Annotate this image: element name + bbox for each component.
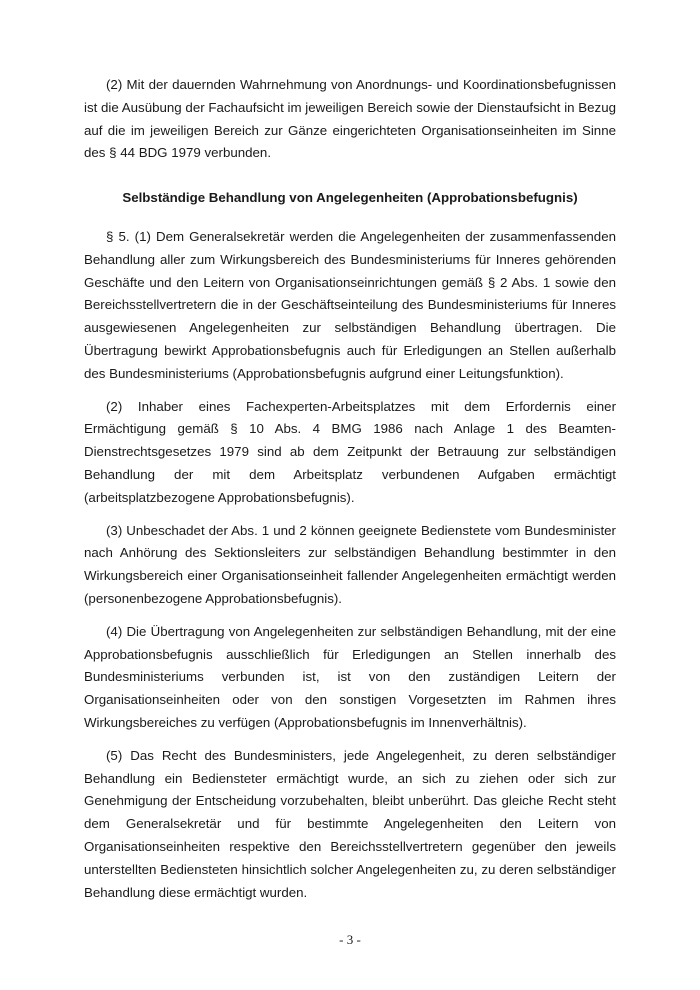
paragraph-intro: (2) Mit der dauernden Wahrnehmung von Anordnungs- und Koordinationsbefugnissen ist die Ausübung der Fachaufsicht im jeweiligen Bereich sowie der Dienstaufsicht in Bezug auf die im jeweiligen Bereich zur Gänze eingerichteten Organisationseinheiten im Sinne des § 44 BDG 1979 verbunden. <box>84 77 616 161</box>
paragraph-section-5-2: (2) Inhaber eines Fachexperten-Arbeitsplatzes mit dem Erfordernis einer Ermächtigung gemäß § 10 Abs. 4 BMG 1986 nach Anlage 1 des Beamten-Dienstrechtsgesetzes 1979 sind ab dem Zeitpunkt der Betrauung zur selbständigen Behandlung der mit dem Arbeitsplatz verbundenen Aufgaben ermächtigt (arbeitsplatzbezogene Approbationsbefugnis). <box>84 398 616 505</box>
paragraph-section-5-3: (3) Unbeschadet der Abs. 1 und 2 können geeignete Bedienstete vom Bundesminister nach Anhörung des Sektionsleiters zur selbständigen Behandlung bestimmter in den Wirkungsbereich einer Organisationseinheit fallender Angelegenheiten ermächtigt werden (personenbezogene Approbationsbefugnis). <box>84 522 616 606</box>
paragraph-section-5-4: (4) Die Übertragung von Angelegenheiten zur selbständigen Behandlung, mit der eine Approbationsbefugnis ausschließlich für Erledigungen an Stellen innerhalb des Bundesministeriums verbunden ist, ist von den zuständigen Leitern der Organisationseinheiten oder von den sonstigen Vorgesetzten im Rahmen ihres Wirkungsbereiches zu verfügen (Approbationsbefugnis im Innenverhältnis). <box>84 623 616 730</box>
document-page <box>84 74 616 914</box>
paragraph-section-5-5: (5) Das Recht des Bundesministers, jede Angelegenheit, zu deren selbständiger Behandlung ein Bediensteter ermächtigt wurde, an sich zu ziehen oder sich zur Genehmigung der Entscheidung vorzubehalten, bleibt unberührt. Das gleiche Recht steht dem Generalsekretär und für bestimmte Angelegenheiten den Leitern von Organisationseinheiten respektive den Bereichsstellvertretern gegenüber den jeweils unterstellten Bediensteten hinsichtlich solcher Angelegenheiten zu, zu deren selbständiger Behandlung diese ermächtigt wurden. <box>84 747 616 900</box>
paragraph-section-5-1: § 5. (1) Dem Generalsekretär werden die Angelegenheiten der zusammenfassenden Behandlung aller zum Wirkungsbereich des Bundesministeriums für Inneres gehörenden Geschäfte und den Leitern von Organisationseinrichtungen gemäß § 2 Abs. 1 sowie den Bereichsstellvertretern die in der Geschäftseinteilung des Bundesministeriums für Inneres ausgewiesenen Angelegenheiten zur selbständigen Behandlung übertragen. Die Übertragung bewirkt Approbationsbefugnis auch für Erledigungen an Stellen außerhalb des Bundesministeriums (Approbationsbefugnis aufgrund einer Leitungsfunktion). <box>84 228 616 381</box>
page-number: - 3 - <box>339 932 361 947</box>
section-heading: Selbständige Behandlung von Angelegenheiten (Approbationsbefugnis) <box>122 190 578 206</box>
